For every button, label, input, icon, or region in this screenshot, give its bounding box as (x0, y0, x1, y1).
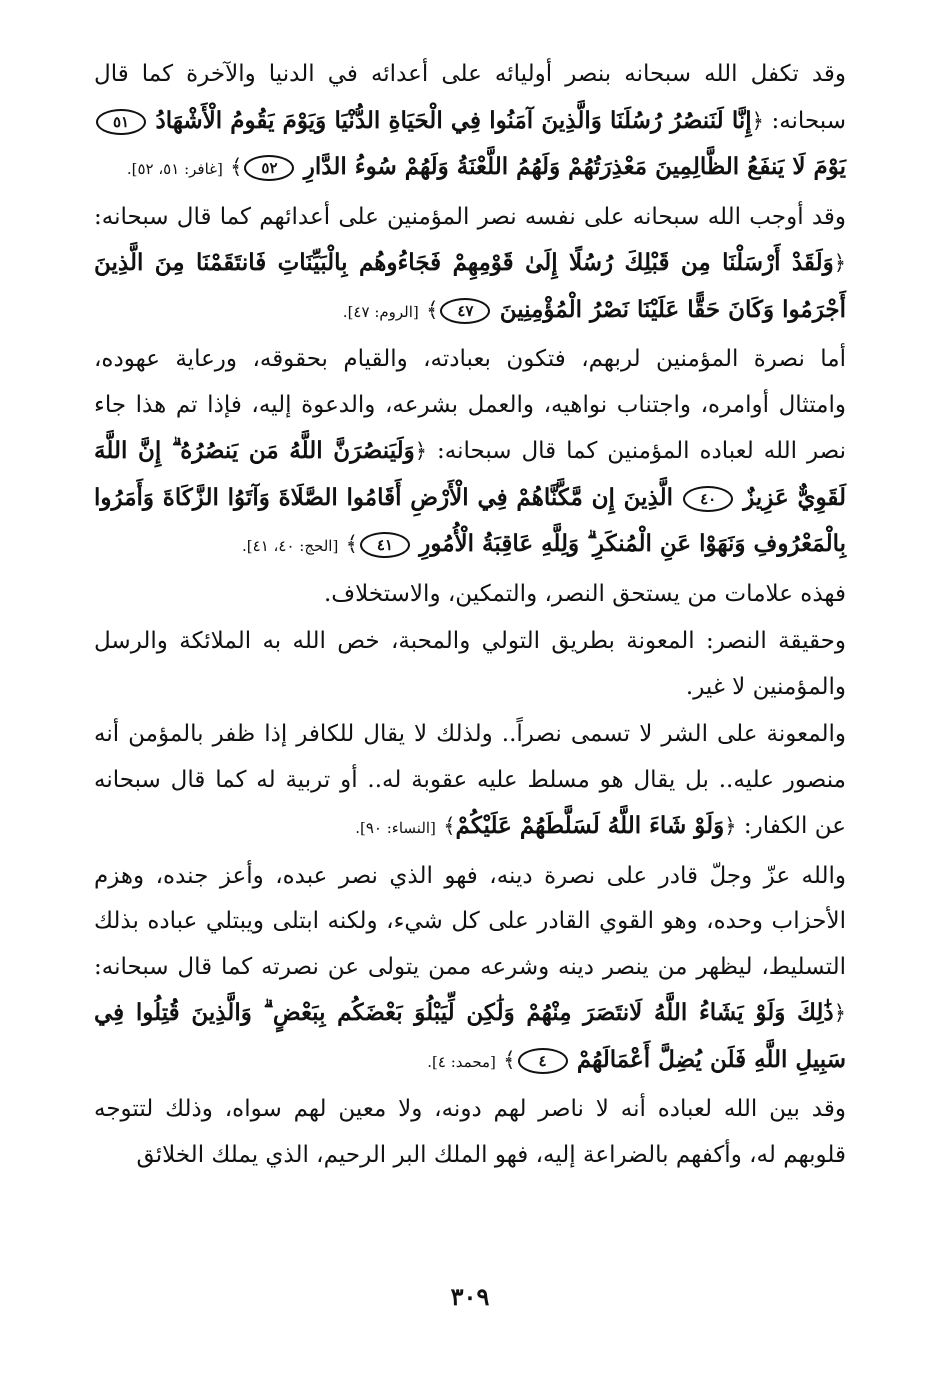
ayah-number-marker: ٤٧ (440, 298, 490, 324)
paragraph-1 (94, 52, 846, 193)
verse-reference: [محمد: ٤]. (427, 1052, 496, 1071)
ayah-number-marker: ٤١ (360, 532, 410, 558)
verse-reference: [الحج: ٤٠، ٤١]. (242, 537, 339, 555)
paragraph-2-text: وقد أوجب الله سبحانه على نفسه نصر المؤمنين على أعدائهم كما قال سبحانه: (94, 203, 846, 230)
verse-close-ornament: ﴾ (426, 297, 439, 322)
verse-text: يَوْمَ لَا يَنفَعُ الظَّالِمِينَ مَعْذِرَتُهُمْ وَلَهُمُ اللَّعْنَةُ وَلَهُمْ سُوءُ الدَّارِ (303, 153, 846, 180)
ayah-number-marker: ٥١ (96, 109, 146, 135)
verse-text: وَلَوْ شَاءَ اللَّهُ لَسَلَّطَهُمْ عَلَيْكُمْ (455, 812, 725, 839)
paragraph-1-text: وقد تكفل الله سبحانه بنصر أوليائه على أعدائه في الدنيا والآخرة كما قال سبحانه: (94, 61, 847, 134)
verse-close-ornament: ﴾ (230, 155, 243, 179)
paragraph-5-text: وحقيقة النصر: المعونة بطريق التولي والمحبة، خص الله به الملائكة والرسل والمؤمنين لا غير. (94, 628, 846, 700)
verse-open-ornament: ﴿ (833, 251, 846, 275)
ayah-number-marker: ٤ (518, 1048, 568, 1074)
verse-close-ornament: ﴾ (443, 814, 456, 838)
paragraph-8-text: وقد بين الله لعباده أنه لا ناصر لهم دونه، ولا معين لهم سواه، وذلك لتتوجه قلوبهم له، وأكفهم بالضراعة إليه، فهو الملك البر الرحيم، الذي يملك الخلائق (94, 1096, 846, 1168)
quran-verse-ghafir-52 (304, 153, 846, 180)
ayah-number-marker: ٥٢ (244, 155, 294, 181)
paragraph-8 (94, 1087, 846, 1178)
verse-text: إِنَّا لَنَنصُرُ رُسُلَنَا وَالَّذِينَ آمَنُوا فِي الْحَيَاةِ الدُّنْيَا وَيَوْمَ يَقُومُ الْأَشْهَادُ (155, 106, 752, 134)
paragraph-2 (94, 195, 846, 336)
quran-verse-hajj-41 (94, 484, 846, 558)
paragraph-7-text: والله عزّ وجلّ قادر على نصرة دينه، فهو الذي نصر عبده، وأعز جنده، وهزم الأحزاب وحده، وهو القوي القادر على كل شيء، ولكنه ابتلى ويبتلي عباده بذلك التسليط، ليظهر من ينصر دينه وشرعه ممن يتولى عن نصرته كما قال سبحانه: (94, 862, 846, 980)
paragraph-4-text: فهذه علامات من يستحق النصر، والتمكين، والاستخلاف. (324, 580, 846, 607)
paragraph-6-text: والمعونة على الشر لا تسمى نصراً.. ولذلك لا يقال للكافر إذا ظفر بالمؤمن أنه منصور عليه.. بل يقال هو مسلط عليه عقوبة له.. أو تربية له كما قال سبحانه عن الكفار: (94, 721, 846, 839)
paragraph-3 (94, 337, 846, 570)
verse-text: وَلَيَنصُرَنَّ اللَّهُ مَن يَنصُرُهُ ۗ إِنَّ اللَّهَ لَقَوِيٌّ عَزِيزٌ (94, 437, 847, 511)
verse-open-ornament: ﴿ (724, 814, 737, 838)
paragraph-7 (94, 854, 846, 1086)
verse-text: الَّذِينَ إِن مَّكَّنَّاهُمْ فِي الْأَرْضِ أَقَامُوا الصَّلَاةَ وَآتَوُا الزَّكَاةَ وَأَمَرُوا بِالْمَعْرُوفِ وَنَهَوْا عَنِ الْمُنكَرِ ۗ وَلِلَّهِ عَاقِبَةُ الْأُمُورِ (94, 483, 846, 557)
page-number: ٣٠٩ (450, 1282, 490, 1311)
verse-close-ornament: ﴾ (503, 1047, 516, 1072)
paragraph-5 (94, 619, 846, 710)
verse-reference: [النساء: ٩٠]. (355, 819, 436, 837)
quran-verse-ghafir-51 (156, 107, 764, 134)
verse-text: ذَٰلِكَ وَلَوْ يَشَاءُ اللَّهُ لَانتَصَرَ مِنْهُمْ وَلَٰكِن لِّيَبْلُوَ بَعْضَكُم بِبَعْضٍ ۗ وَالَّذِينَ قُتِلُوا فِي سَبِيلِ اللَّهِ فَلَن يُضِلَّ أَعْمَالَهُمْ (94, 999, 846, 1073)
quran-verse-nisa-90 (443, 812, 736, 839)
verse-reference: [الروم: ٤٧]. (342, 302, 419, 321)
verse-open-ornament: ﴿ (751, 108, 764, 133)
paragraph-4 (94, 572, 846, 618)
verse-open-ornament: ﴿ (414, 439, 428, 463)
verse-reference: [غافر: ٥١، ٥٢]. (126, 160, 223, 178)
paragraph-3-text: أما نصرة المؤمنين لربهم، فتكون بعبادته، والقيام بحقوقه، ورعاية عهوده، وامتثال أوامره، واجتناب نواهيه، والعمل بشرعه، والدعوة إليه، فإذا تم هذا جاء نصر الله لعباده المؤمنين كما قال سبحانه: (94, 346, 846, 464)
verse-open-ornament: ﴿ (833, 1001, 846, 1025)
paragraph-6 (94, 712, 846, 852)
page-body (94, 52, 846, 1178)
ayah-number-marker: ٤٠ (683, 486, 733, 512)
verse-text: وَلَقَدْ أَرْسَلْنَا مِن قَبْلِكَ رُسُلًا إِلَىٰ قَوْمِهِمْ فَجَاءُوهُم بِالْبَيِّنَاتِ فَانتَقَمْنَا مِنَ الَّذِينَ أَجْرَمُوا وَكَانَ حَقًّا عَلَيْنَا نَصْرُ الْمُؤْمِنِينَ (94, 249, 846, 323)
verse-close-ornament: ﴾ (345, 532, 358, 556)
